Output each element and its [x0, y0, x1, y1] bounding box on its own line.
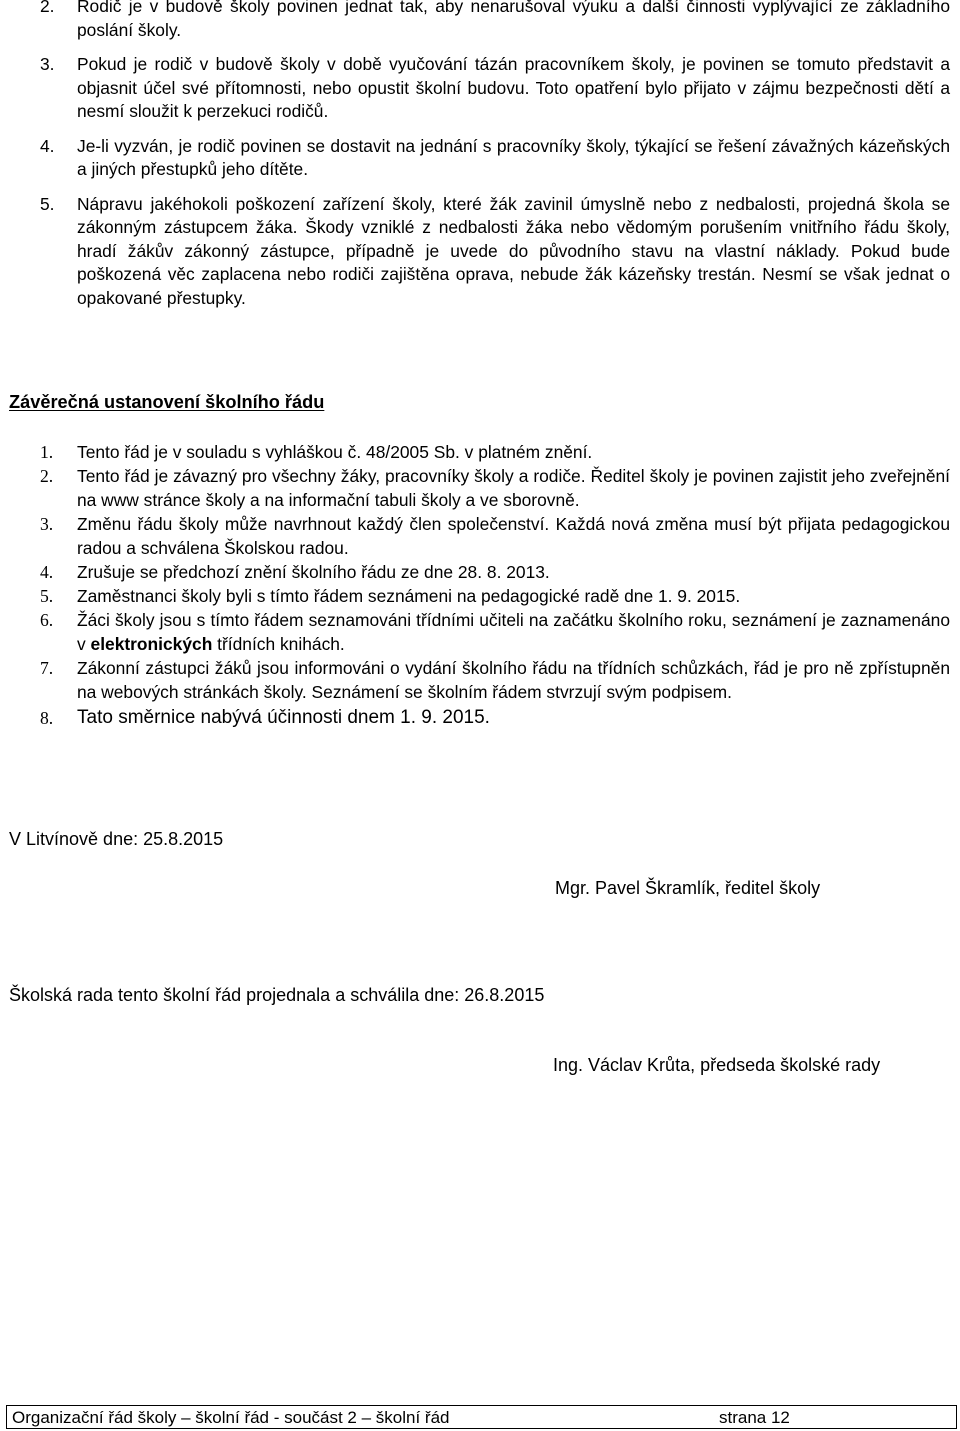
- item-number: 6.: [40, 610, 54, 630]
- item-number: 8.: [40, 708, 54, 728]
- list-item: [40, 0, 950, 42]
- item-text: Nápravu jakéhokoli poškození zařízení školy, které žák zavinil úmyslně nebo z nedbalosti, projedná škola se zákonným zástupcem žáka. Škody vzniklé z nedbalosti žáka nebo vědomým porušením vnitřního řádu školy, hradí žákův zákonný zástupce, případně je uvede do původního stavu na vlastní náklady. Pokud bude poškozená věc zaplacena nebo rodiči zajištěna oprava, nebude žák kázeňsky trestán. Nesmí se však jednat o opakované přestupky.: [77, 193, 950, 308]
- item-text-part: třídních knihách.: [212, 634, 345, 654]
- list-item: [40, 704, 950, 732]
- rules-list-continued: [40, 0, 950, 321]
- item-text-bold: elektronických: [90, 634, 213, 654]
- council-approval-statement: Školská rada tento školní řád projednala a schválila dne: 26.8.2015: [9, 985, 545, 1005]
- item-text: Je-li vyzván, je rodič povinen se dostavit na jednání s pracovníky školy, týkající se řešení závažných kázeňských a jiných přestupků jeho dítěte.: [77, 135, 950, 179]
- list-item: [40, 560, 950, 584]
- list-item: [40, 584, 950, 608]
- list-item: [40, 53, 950, 124]
- item-number: 5.: [40, 193, 55, 214]
- item-text: Změnu řádu školy může navrhnout každý člen společenství. Každá nová změna musí být přijata pedagogickou radou a schválena Školskou radou.: [77, 514, 950, 558]
- item-text: Pokud je rodič v budově školy v době vyučování tázán pracovníkem školy, je povinen se tomuto představit a objasnit účel své přítomnosti, nebo opustit školní budovu. Toto opatření bylo přijato v zájmu bezpečnosti dětí a nesmí sloužit k perzekuci rodičů.: [77, 54, 950, 121]
- item-text-part: Žáci školy jsou s tímto řádem seznamováni třídními učiteli na začátku školního roku, seznámení je zaznamenáno v: [77, 610, 950, 654]
- list-item: [40, 135, 950, 182]
- item-text: Zaměstnanci školy byli s tímto řádem seznámeni na pedagogické radě dne 1. 9. 2015.: [77, 586, 741, 606]
- final-provisions-list: [40, 440, 950, 732]
- item-number: 3.: [40, 54, 55, 74]
- item-text: Tento řád je v souladu s vyhláškou č. 48/2005 Sb. v platném znění.: [77, 442, 593, 462]
- item-text: Rodič je v budově školy povinen jednat tak, aby nenarušoval výuku a další činnosti vyplývající ze základního poslání školy.: [77, 0, 950, 40]
- item-number: 2.: [40, 466, 54, 486]
- footer-page-number: strana 12: [719, 1408, 790, 1427]
- section-heading: Závěrečná ustanovení školního řádu: [9, 392, 325, 412]
- item-number: 4.: [40, 562, 54, 582]
- list-item: [40, 440, 950, 464]
- item-number: 4.: [40, 135, 55, 156]
- item-text: [77, 608, 950, 656]
- footer-document-title: Organizační řád školy – školní řád - součást 2 – školní řád: [12, 1408, 450, 1427]
- council-chair-signature-line: Ing. Václav Krůta, předseda školské rady: [553, 1055, 881, 1075]
- list-item: [40, 193, 950, 311]
- list-item: [40, 512, 950, 560]
- place-and-date: V Litvínově dne: 25.8.2015: [9, 829, 224, 849]
- item-text: Zákonní zástupci žáků jsou informováni o vydání školního řádu na třídních schůzkách, řád je pro ně zpřístupněn na webových stránkách školy. Seznámení se školním řádem stvrzují svým podpisem.: [77, 658, 950, 702]
- list-item: [40, 656, 950, 704]
- page-footer: [6, 1405, 957, 1429]
- item-text: Tato směrnice nabývá účinnosti dnem 1. 9. 2015.: [77, 707, 490, 728]
- list-item: [40, 464, 950, 512]
- item-number: 1.: [40, 442, 54, 462]
- item-text: Tento řád je závazný pro všechny žáky, pracovníky školy a rodiče. Ředitel školy je povinen zajistit jeho zveřejnění na www stránce školy a na informační tabuli školy a ve sborovně.: [77, 466, 950, 510]
- list-item: [40, 608, 950, 656]
- item-number: 2.: [40, 0, 55, 16]
- item-number: 7.: [40, 658, 54, 678]
- item-number: 5.: [40, 586, 54, 606]
- item-number: 3.: [40, 514, 54, 534]
- director-signature-line: Mgr. Pavel Škramlík, ředitel školy: [555, 878, 821, 898]
- item-text: Zrušuje se předchozí znění školního řádu ze dne 28. 8. 2013.: [77, 562, 550, 582]
